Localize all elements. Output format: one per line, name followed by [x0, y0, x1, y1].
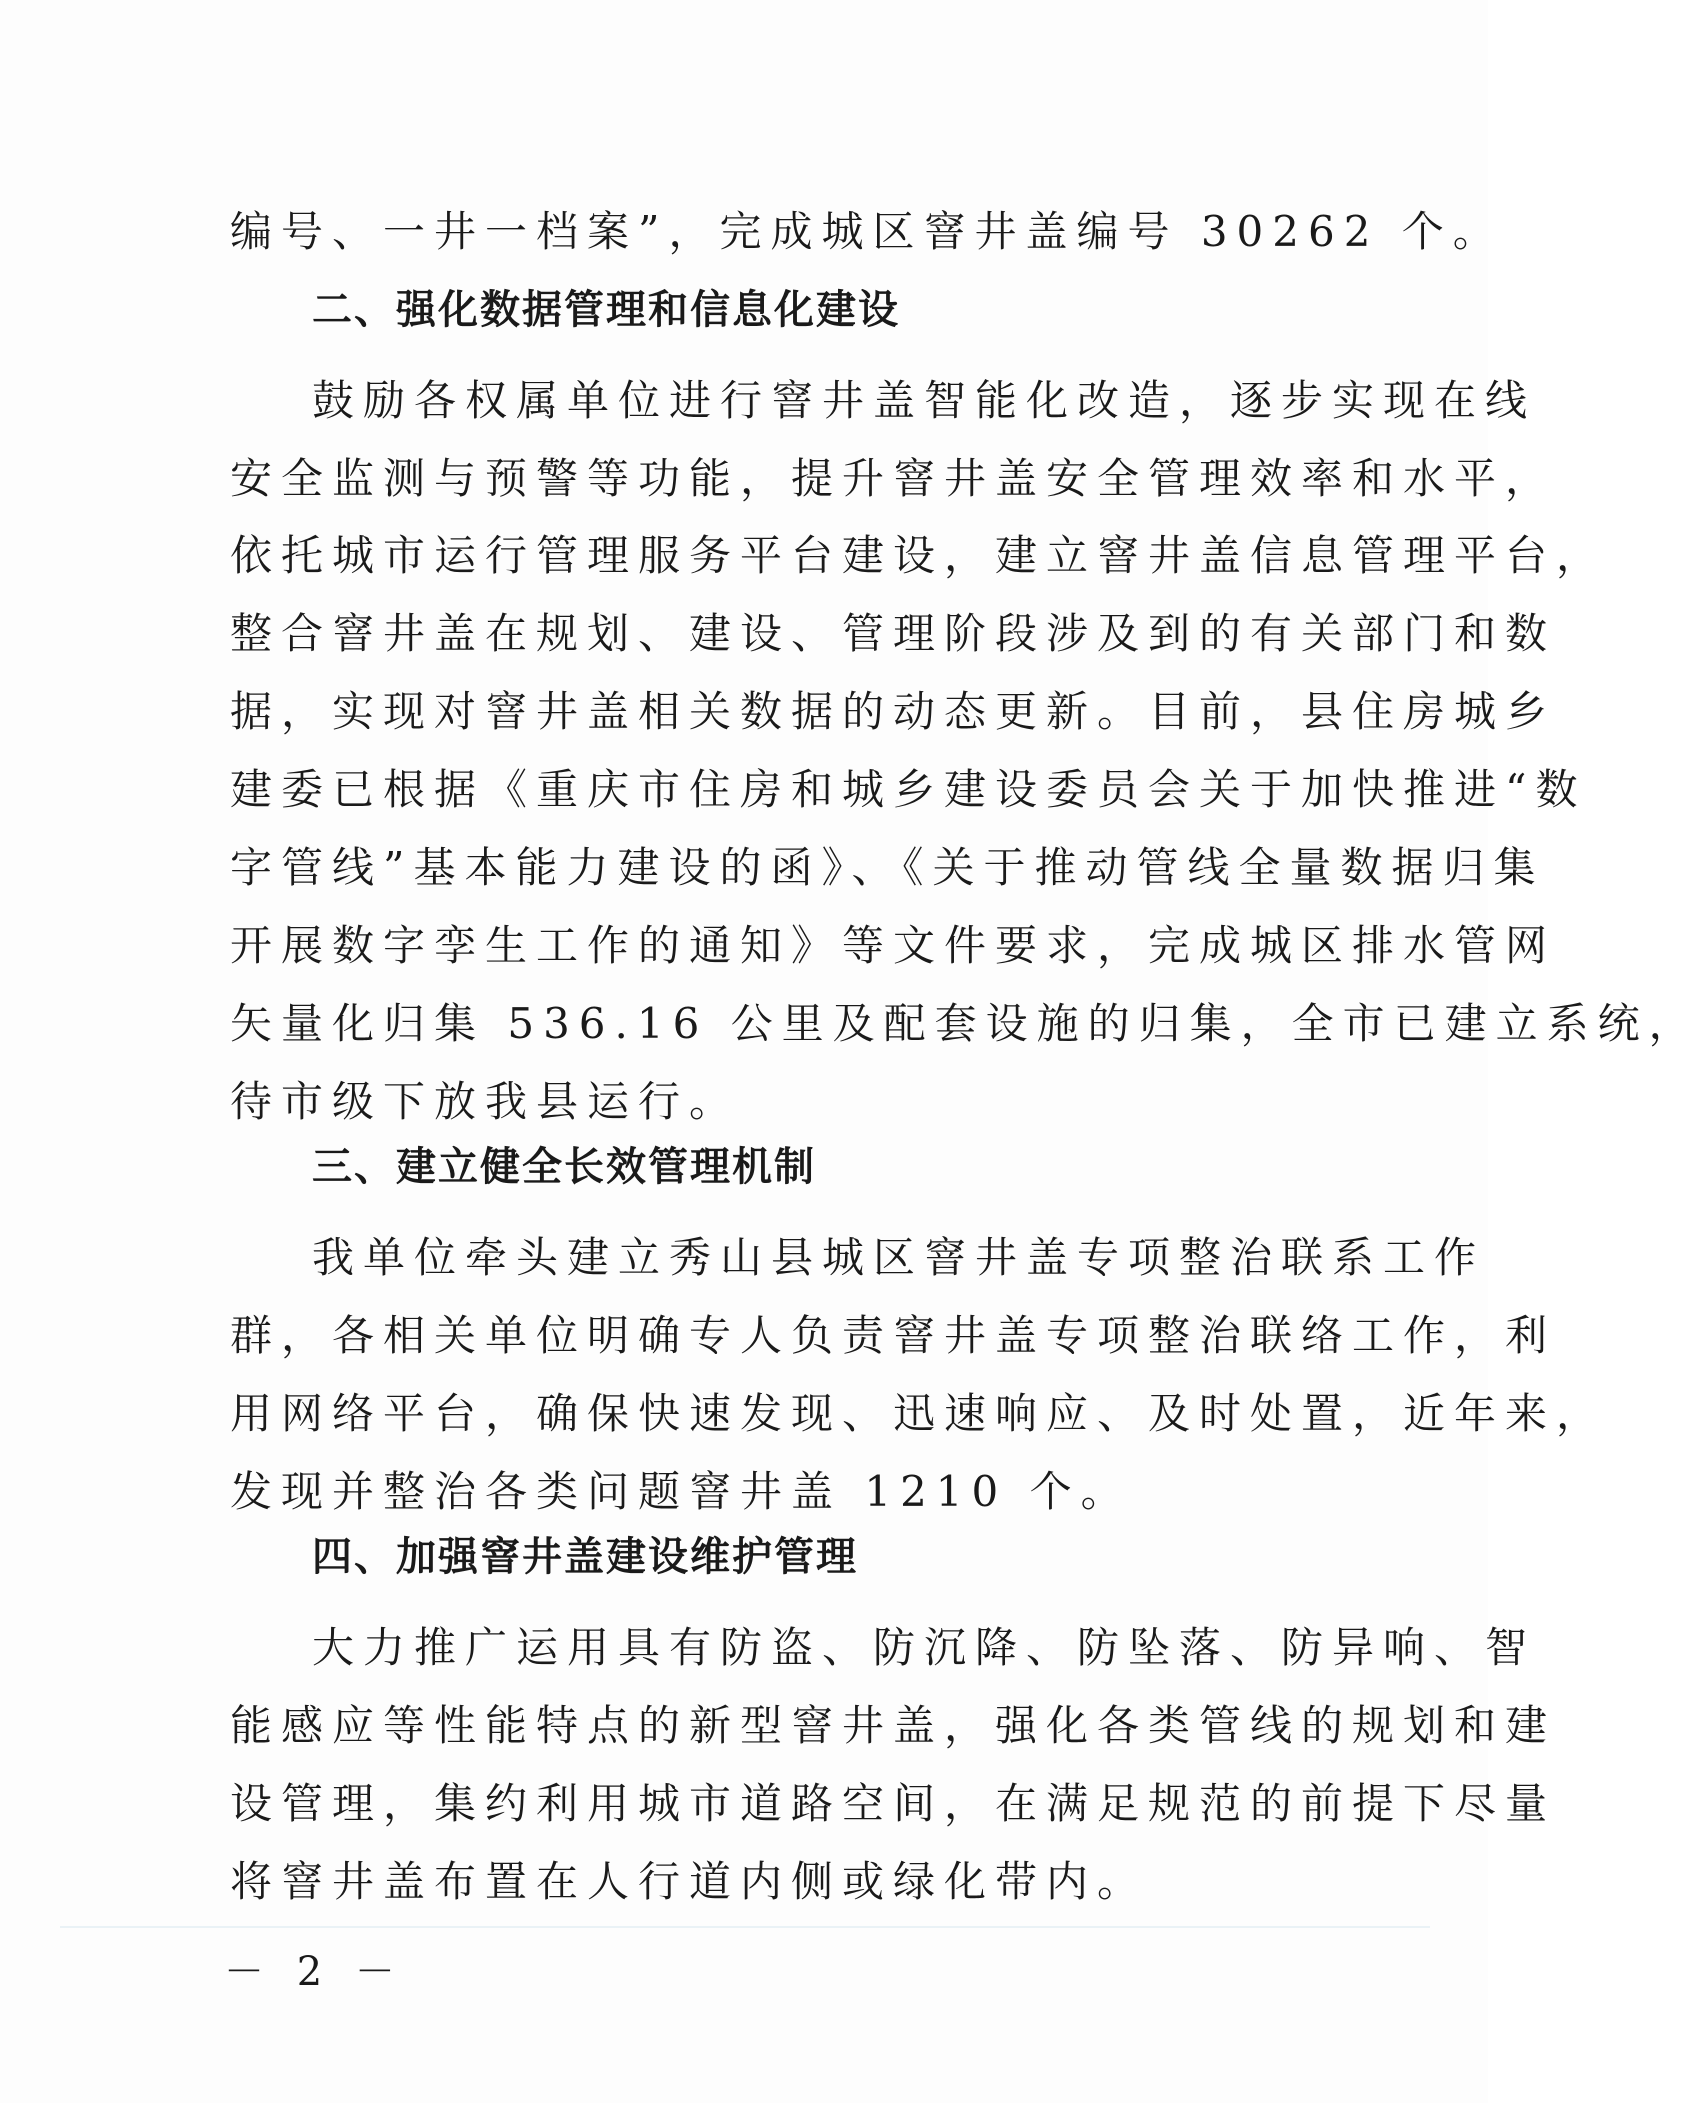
body-text-line: 矢量化归集 536.16 公里及配套设施的归集，全市已建立系统，: [230, 999, 1700, 1048]
section-heading-3: 三、建立健全长效管理机制: [312, 1144, 816, 1190]
body-text-line: 开展数字孪生工作的通知》等文件要求，完成城区排水管网: [230, 921, 1557, 970]
body-text-line: 群，各相关单位明确专人负责窨井盖专项整治联络工作，利: [230, 1311, 1557, 1360]
body-text-line: 依托城市运行管理服务平台建设，建立窨井盖信息管理平台，: [230, 531, 1608, 580]
body-text-line: 将窨井盖布置在人行道内侧或绿化带内。: [230, 1857, 1149, 1906]
section-heading-2: 二、强化数据管理和信息化建设: [312, 287, 900, 333]
body-text-line: 大力推广运用具有防盗、防沉降、防坠落、防异响、智: [312, 1623, 1537, 1672]
body-text-line: 用网络平台，确保快速发现、迅速响应、及时处置，近年来，: [230, 1389, 1608, 1438]
body-text-line: 字管线”基本能力建设的函》、《关于推动管线全量数据归集: [230, 843, 1545, 892]
body-text-line: 安全监测与预警等功能，提升窨井盖安全管理效率和水平，: [230, 454, 1557, 503]
scan-artifact-line: [60, 1926, 1430, 1928]
body-text-line: 编号、一井一档案”，完成城区窨井盖编号 30262 个。: [230, 207, 1504, 256]
body-text-line: 能感应等性能特点的新型窨井盖，强化各类管线的规划和建: [230, 1701, 1557, 1750]
body-text-line: 待市级下放我县运行。: [230, 1077, 741, 1126]
page-number: － 2 －: [224, 1949, 405, 1995]
body-text-line: 建委已根据《重庆市住房和城乡建设委员会关于加快推进“数: [230, 765, 1587, 814]
body-text-line: 设管理，集约利用城市道路空间，在满足规范的前提下尽量: [230, 1779, 1557, 1828]
section-heading-4: 四、加强窨井盖建设维护管理: [312, 1534, 858, 1580]
body-text-line: 我单位牵头建立秀山县城区窨井盖专项整治联系工作: [312, 1233, 1486, 1282]
body-text-line: 鼓励各权属单位进行窨井盖智能化改造，逐步实现在线: [312, 376, 1537, 425]
body-text-line: 据，实现对窨井盖相关数据的动态更新。目前，县住房城乡: [230, 687, 1557, 736]
body-text-line: 发现并整治各类问题窨井盖 1210 个。: [230, 1467, 1132, 1516]
body-text-line: 整合窨井盖在规划、建设、管理阶段涉及到的有关部门和数: [230, 609, 1557, 658]
